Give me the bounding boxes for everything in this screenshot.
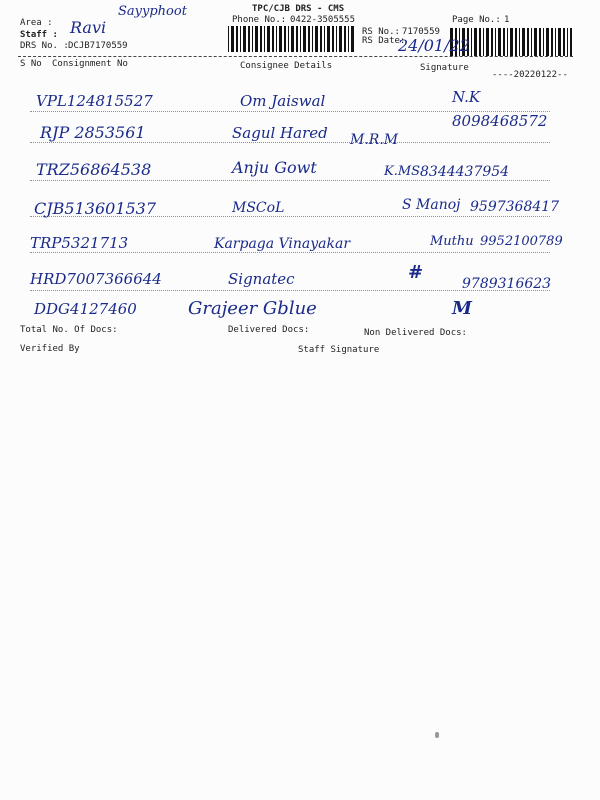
signature: M [452,298,472,319]
barcode-bar [231,26,234,52]
drs-no-label: DRS No. : [20,41,69,51]
row-line [30,252,550,253]
signature: Muthu [430,234,474,249]
staff-signature-label: Staff Signature [298,345,380,355]
phone-number: 8344437954 [420,164,510,180]
barcode-bar [284,26,286,52]
barcode-bar [276,26,277,52]
consignee-name: Sagul Hared [232,124,328,142]
barcode-bar [243,26,246,52]
phone-value: 0422-3505555 [290,15,356,25]
barcode-bar [486,28,489,56]
consignment-no: CJB513601537 [34,199,157,218]
consignee-name: Karpaga Vinayakar [214,236,351,252]
consignment-no: VPL124815527 [36,92,153,110]
barcode-bar [291,26,294,52]
divider-top [18,56,573,57]
barcode-bar [510,28,513,56]
phone-number: 8098468572 [452,112,548,130]
barcode-bar [551,28,553,56]
col-sno: S No [20,59,42,69]
consignment-no: HRD7007366644 [30,270,162,288]
total-docs-label: Total No. Of Docs: [20,325,118,335]
barcode-bar [339,26,342,52]
barcode-bar [515,28,517,56]
barcode-bar [539,28,541,56]
signature: K.MS [384,164,421,179]
barcode-bar [279,26,282,52]
barcode-bar [264,26,265,52]
barcode-bar [567,28,568,56]
barcode-bar [507,28,508,56]
consignment-no: DDG4127460 [34,300,137,318]
delivered-docs-label: Delivered Docs: [228,325,310,335]
col-signature: Signature [420,63,469,73]
barcode-bar [255,26,258,52]
col-consignment: Consignment No [52,59,128,69]
rs-no-value: 7170559 [402,27,440,37]
barcode-bar [327,26,330,52]
barcode-bar [519,28,520,56]
handwritten-staff-extra: Sayyphoot [118,4,187,19]
barcode-bar [483,28,484,56]
consignment-no: TRZ56864538 [36,160,152,179]
col-date-code: ----20220122-- [492,70,568,80]
handwritten-area: Ravi [70,18,107,37]
page-title: TPC/CJB DRS - CMS [252,4,345,14]
barcode-bar [479,28,481,56]
barcode-bar [527,28,529,56]
phone-number: 9789316623 [462,276,552,292]
barcode-bar [344,26,346,52]
barcode-bar [474,28,477,56]
row-line [30,180,550,181]
barcode-bar [491,28,493,56]
barcode-bar [324,26,325,52]
barcode-bar [503,28,505,56]
consignee-name: Signatec [228,270,295,288]
barcode-bar [236,26,238,52]
consignment-no: TRP5321713 [30,234,129,252]
barcode-bar [332,26,334,52]
barcode-bar [320,26,322,52]
phone-number: 9597368417 [470,199,560,215]
signature: N.K [452,88,481,106]
consignment-no: RJP 2853561 [40,123,146,142]
barcode-bar [498,28,501,56]
row-line [30,142,550,143]
page-no-label: Page No.: [452,15,501,25]
phone-number: 9952100789 [480,234,563,249]
phone-label: Phone No.: [232,15,287,25]
barcode-bar [522,28,525,56]
consignee-name: Anju Gowt [232,158,317,177]
consignee-name: Grajeer Gblue [188,298,317,319]
barcode-bar [348,26,349,52]
barcode-bar [296,26,298,52]
barcode-bar [543,28,544,56]
ink-smudge [435,732,439,738]
barcode-left [228,26,356,52]
barcode-bar [267,26,270,52]
barcode-bar [315,26,318,52]
barcode-bar [495,28,496,56]
page-no-value: 1 [504,15,510,25]
barcode-bar [351,26,354,52]
signature: M.R.M [350,132,399,148]
barcode-bar [471,28,472,56]
rs-no-label: RS No.: [362,27,400,37]
verified-by-label: Verified By [20,344,80,354]
barcode-bar [240,26,241,52]
barcode-bar [308,26,310,52]
signature: # [408,262,424,283]
barcode-bar [558,28,561,56]
barcode-bar [260,26,262,52]
barcode-bar [563,28,565,56]
barcode-bar [300,26,301,52]
consignee-name: Om Jaiswal [240,92,326,110]
barcode-bar [252,26,253,52]
barcode-bar [288,26,289,52]
barcode-bar [272,26,274,52]
barcode-bar [228,26,229,52]
barcode-bar [303,26,306,52]
barcode-bar [312,26,313,52]
signature: S Manoj [402,197,461,213]
barcode-bar [531,28,532,56]
barcode-bar [336,26,337,52]
area-label: Area : [20,18,53,28]
col-consignee: Consignee Details [240,61,333,71]
rs-date-label: RS Date: [362,36,406,46]
handwritten-date: 24/01/22 [398,36,470,55]
barcode-bar [248,26,250,52]
barcode-bar [534,28,537,56]
barcode-bar [570,28,572,56]
barcode-bar [546,28,549,56]
non-delivered-docs-label: Non Delivered Docs: [364,328,467,338]
consignee-name: MSCoL [232,200,285,216]
staff-label: Staff : [20,30,58,40]
drs-no-value: DCJB7170559 [68,41,128,51]
barcode-left-bars [228,26,354,52]
barcode-bar [555,28,556,56]
